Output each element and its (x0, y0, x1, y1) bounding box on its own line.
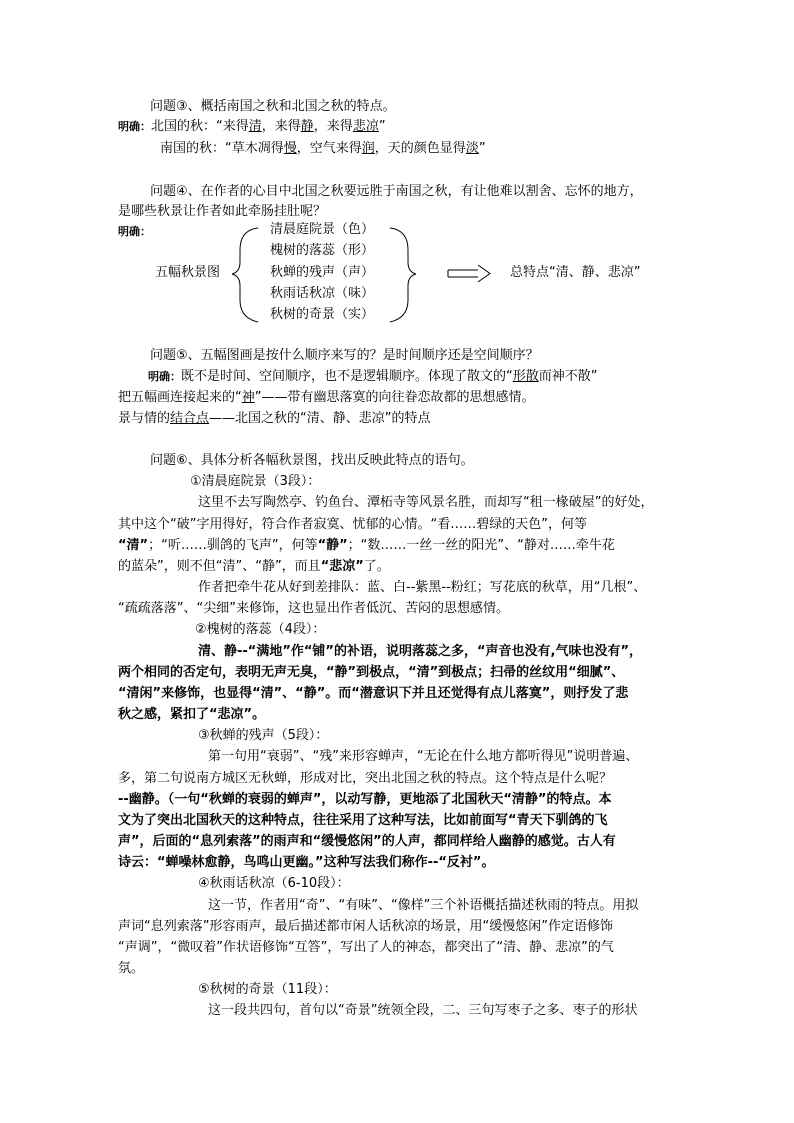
question-6-title: 问题⑥、具体分析各幅秋景图，找出反映此特点的语句。 (150, 453, 474, 468)
keyword: 淡 (465, 141, 479, 156)
question-3-title: 问题③、概括南国之秋和北国之秋的特点。 (150, 99, 396, 114)
paragraph-line: “清”；“听……驯鸽的飞声”，何等“静”；“数……一丝一丝的阳光”、“静对……牵牛花 (118, 538, 615, 553)
paragraph-line: 声词“息列索落”形容雨声，最后描述都市闲人话秋凉的场景，用“缓慢悠闲”作定语修饰 (118, 919, 613, 934)
diagram-item: 秋雨话秋凉（味） (270, 286, 375, 301)
paragraph-line: 这一段共四句，首句以“奇景”统领全段，二、三句写枣子之多、枣子的形状 (208, 1003, 638, 1018)
answer-label: 明确： (118, 225, 151, 238)
answer-5-line3: 景与情的结合点——北国之秋的“清、静、悲凉”的特点 (118, 411, 431, 426)
diagram-item: 秋树的奇景（实） (270, 307, 375, 322)
paragraph-line: 多，第二句说南方城区无秋蝉，形成对比，突出北国之秋的特点。这个特点是什么呢？ (118, 771, 613, 786)
section-title: ④秋雨话秋凉（6-10段）： (198, 876, 350, 891)
answer-3-south: 南国的秋：“草木凋得慢，空气来得润，天的颜色显得淡” (160, 141, 486, 156)
diagram-item: 秋蝉的残声（声） (270, 265, 375, 280)
double-arrow (448, 265, 490, 282)
paragraph-line: 这里不去写陶然亭、钓鱼台、潭柘寺等风景名胜，而却写“租一椽破屋”的好处， (198, 495, 654, 510)
paragraph-line: 两个相同的否定句，表明无声无臭，“静”到极点，“清”到极点；扫帚的丝纹用“细腻”、 (118, 665, 625, 680)
question-4-title-line2: 是哪些秋景让作者如此牵肠挂肚呢？ (118, 204, 327, 219)
answer-label: 明确： (118, 120, 151, 133)
answer-3-north: 明确：北国的秋：“来得清，来得静，来得悲凉” (118, 119, 386, 134)
paragraph-line: 作者把牵牛花从好到差排队：蓝、白--紫黑--粉红；写花底的秋草，用“几根”、 (198, 580, 647, 595)
paragraph-line: 清、静--“满地”作“铺”的补语，说明落蕊之多，“声音也没有,气味也没有”， (198, 644, 642, 659)
section-title: ②槐树的落蕊（4段）： (195, 622, 326, 637)
paragraph-line: 的蓝朵”，则不但“清”、“静”，而且“悲凉”了。 (118, 559, 390, 574)
section-title: ⑤秋树的奇景（11段）： (198, 982, 337, 997)
paragraph-line: 秋之感，紧扣了“悲凉”。 (118, 707, 266, 722)
paragraph-line: 文为了突出北国秋天的这种特点，往往采用了这种写法，比如前面写“青天下驯鸽的飞 (118, 813, 608, 828)
paragraph-line: --幽静。（一句“秋蝉的衰弱的蝉声”，以动写静，更地添了北国秋天“清静”的特点。本 (118, 792, 612, 807)
answer-label: 明确： (148, 370, 181, 383)
paragraph-line: “清闲”来修饰，也显得“清”、“静”。而“潜意识下并且还觉得有点儿落寞”，则抒发了悲 (118, 686, 629, 701)
paragraph-line: 第一句用“衰弱”、“残”来形容蝉声，“无论在什么地方都听得见”说明普遍、 (208, 749, 639, 764)
question-5-title: 问题⑤、五幅图画是按什么顺序来写的？是时间顺序还是空间顺序？ (150, 348, 539, 363)
keyword: 悲凉 (352, 119, 379, 134)
section-title: ①清晨庭院景（3段）： (190, 474, 321, 489)
question-4-title-line1: 问题④、在作者的心目中北国之秋要远胜于南国之秋，有让他难以割舍、忘怀的地方， (150, 184, 643, 199)
paragraph-line: 声”，后面的“息列索落”的雨声和“缓慢悠闲”的人声，都同样给人幽静的感觉。古人有 (118, 834, 616, 849)
keyword: 润 (361, 141, 375, 156)
keyword: 静 (300, 119, 314, 134)
diagram-item: 槐树的落蕊（形） (270, 243, 375, 258)
paragraph-line: 氛。 (118, 961, 145, 976)
diagram-item: 清晨庭院景（色） (270, 222, 375, 237)
answer-5-line1: 明确：既不是时间、空间顺序，也不是逻辑顺序。体现了散文的“形散而神不散” (148, 369, 598, 384)
paragraph-line: “疏疏落落”、“尖细”来修饰，这也显出作者低沉、苦闷的思想感情。 (118, 601, 509, 616)
paragraph-line: 其中这个“破”字用得好，符合作者寂寞、忧郁的心情。“看……碧绿的天色”，何等 (118, 517, 587, 532)
left-brace (232, 228, 258, 322)
paragraph-line: 这一节，作者用“奇”、“有味”、“像样”三个补语概括描述秋雨的特点。用拟 (208, 898, 639, 913)
section-title: ③秋蝉的残声（5段）： (198, 728, 329, 743)
answer-5-line2: 把五幅画连接起来的“神”——带有幽思落寞的向往眷恋故都的思想感情。 (118, 390, 535, 405)
diagram-left-label: 五幅秋景图 (155, 265, 221, 280)
right-brace (390, 228, 416, 322)
keyword: 清 (248, 119, 262, 134)
paragraph-line: “声调”，“微叹着”作状语修饰“互答”，写出了人的神态，都突出了“清、静、悲凉”的气 (118, 940, 614, 955)
keyword: 慢 (283, 141, 297, 156)
paragraph-line: 诗云：“蝉噪林愈静，鸟鸣山更幽。”这种写法我们称作--“反衬”。 (118, 855, 495, 870)
diagram-right-label: 总特点“清、静、悲凉” (510, 265, 641, 280)
